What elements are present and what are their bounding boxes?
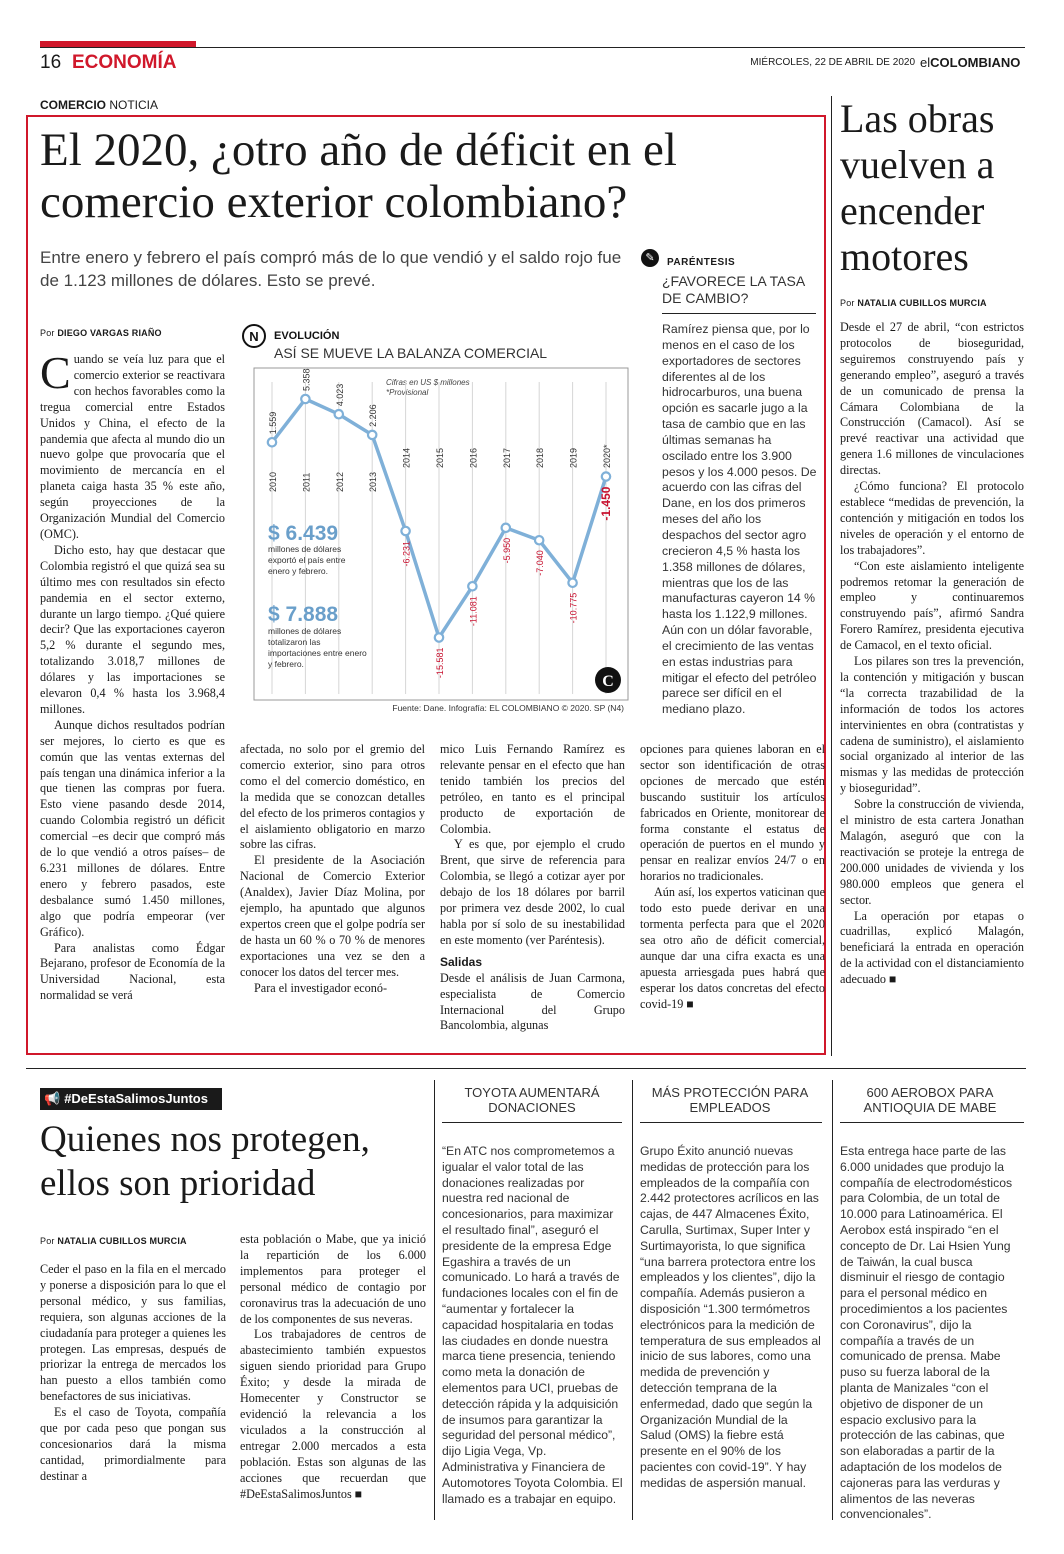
data-value-label: -1.450 [599,486,613,521]
chart-label: EVOLUCIÓN [274,330,340,342]
bottom-column-1 [40,1262,226,1522]
stat-imports-value: $ 7.888 [268,603,339,626]
paragraph: Aún así, los expertos vaticinan que todo esto puede derivar en una tormenta perfecta para que el 2020 sea otro año de déficit comercial, aunque dar una cifra exacta es una apuesta arriesgada pues habrá que esperar los datos concretas del efecto covid-19 ■ [640,885,825,1011]
campaign-tag [40,1088,222,1110]
box-mabe-title: 600 AEROBOX PARA ANTIOQUIA DE MABE [863,1085,997,1115]
paragraph: Es el caso de Toyota, compañía que por cada peso que pongan sus concesionarios dará la misma cantidad, primordialmente para destinar a [40,1405,226,1483]
paragraph: uando se veía luz para que el comercio exterior se reactivara con hechos favorables como la tregua comercial entre Estados Unidos y China, el efecto de la pandemia que afecta al mundo dio un nuevo golpe que provocaría que el movimiento de mercancía en el planeta caiga hasta 35 % este año, según proyecciones de la Organización Mundial del Comercio (OMC). [40,352,225,541]
x-tick-label: 2015 [435,447,445,468]
data-value-label: -6.231 [401,541,412,567]
drop-cap: C [40,352,71,398]
box-toyota-body: “En ATC nos comprometemos a igualar el valor total de las donaciones realizadas por nuestra red nacional de concesionarios, para maximizar el resultado final”, aseguró el presidente de la empresa Edge Egashira a través de un comunicado. Lo hará a través de fundaciones locales con el fin de “aumentar y fortalecer la capacidad hospitalaria en todas las ciudades en donde nuestra marca tiene presencia, teniendo como meta la donación de elementos para UCI, pruebas de detección rápida y la adquisición de insumos para garantizar la seguridad del personal médico”, dijo Ligia Vega, Vp. Administrativa y Financiera de Automotores Toyota Colombia. El llamado es a trabajar en equipo. [442,1144,623,1506]
sidebar-divider [831,96,832,1056]
paragraph: afectada, no solo por el gremio del comercio exterior, sino para otros como el del comercio doméstico, en la medida que se conozcan detalles del efecto de los primeros contagios y el aislamiento obligatorio en marzo sobre las cifras. [240,742,425,852]
data-point [335,410,343,418]
paragraph: Ceder el paso en la fila en el mercado y ponerse a disposición para lo que el personal médico, y sus familias, requiera, son algunas acciones de la ciudadanía para proteger a quienes les protegen. Las empresas, después de priorizar la entrega de mercados los han puesto a ellos también como benefactores de sus iniciativas. [40,1262,226,1404]
paragraph: Para el investigador econó- [254,980,387,995]
stat-exports-value: $ 6.439 [268,522,339,545]
box-divider [632,1080,633,1520]
paragraph: Para analistas como Édgar Bejarano, profesor de Economía de la Universidad Nacional, esta normalidad se verá [40,940,225,1003]
x-tick-label: 2020* [602,444,612,468]
section-divider [26,1068,1026,1069]
article-byline [40,328,162,338]
issue-date: MIÉRCOLES, 22 DE ABRIL DE 2020 [750,57,915,68]
sidebar-body [840,320,1024,1042]
newspaper-brand [920,55,1020,70]
byline-author: NATALIA CUBILLOS MURCIA [857,298,987,308]
data-value-label: -11.081 [468,596,479,627]
data-point [401,527,409,535]
megaphone-icon: 📢 [44,1091,61,1106]
bottom-column-2 [240,1232,426,1522]
box-toyota-title: TOYOTA AUMENTARÁ DONACIONES [464,1085,600,1115]
box-rule [442,1122,622,1123]
x-tick-label: 2018 [535,447,546,468]
byline-author: DIEGO VARGAS RIAÑO [57,328,162,338]
parentesis-body: Ramírez piensa que, por lo menos en el caso de los exportadores de sectores diferentes al de los hidrocarburos, una buena opción es sacarle jugo a la tasa de cambio que en las últimas semanas ha oscilado entre los 3.900 pesos y los 4.000 pesos. De acuerdo con las cifras del Dane, en los dos primeros meses del año los despachos del sector agro crecieron 4,5 % hasta los 1.358 millones de dólares, mientras que los de las manufacturas cayeron 14 % hasta los 1.122,9 millones. Aún con un dólar favorable, el crecimiento de las ventas en estas industrias para mitigar el efecto del petróleo parece ser difícil en el mediano plazo. [662,322,817,717]
data-point [468,582,476,590]
parentesis-title: ¿FAVORECE LA TASA DE CAMBIO? [662,273,805,306]
sidebar-headline: Las obras vuelven a encender motores [840,96,995,279]
article-headline: El 2020, ¿otro año de déficit en el comercio exterior colombiano? [40,124,677,228]
data-value-label: -15.581 [435,647,445,679]
article-column-4 [640,742,825,1042]
paragraph: opciones para quienes laboran en el sector son identificación de otras opciones de mercado que estén buscando sustituir los artículos fabricados en Oriente, monitorear de forma constante el estatus de operación de puertos en el mundo y pensar en realizar envíos 24/7 o en horarios no tradicionales. [640,742,825,884]
stat-exports-text: millones de dólares exportó el país entre enero y febrero. [268,544,346,576]
byline-prefix: Por [40,1236,58,1246]
kicker-bold: COMERCIO [40,98,106,112]
data-point [502,524,510,532]
box-rule [840,1122,1024,1123]
trade-balance-chart [240,322,640,722]
section-title: ECONOMÍA [72,52,177,73]
x-tick-label: 2016 [468,447,479,468]
chart-badge: N [249,329,259,344]
box-exito-body: Grupo Éxito anunció nuevas medidas de protección para los empleados de la compañía con 2.442 protectores acrílicos en las cajas, de 447 Almacenes Éxito, Carulla, Surtimax, Super Inter y Surtimayorista, lo que significa “una barrera protectora entre los empleados y los clientes”, dijo la compañía. Además pusieron a disposición “1.300 termómetros electrónicos para la medición de temperatura de sus empleados al inicio de sus labores, como una medida de prevención y detección temprana de la enfermedad, dado que según la Organización Mundial de la Salud (OMS) la fiebre está presente en el 90% de los pacientes con covid-19”. Y hay medidas de aspersión manual. [640,1144,821,1490]
x-tick-label: 2014 [401,447,412,468]
article-column-1 [40,352,225,1042]
subhead: Salidas [440,954,483,969]
data-value-label: -5.950 [501,537,512,564]
paragraph: La operación por etapas o cuadrillas, explicó Malagón, beneficiará la entrada en operación de la actividad con el distanciamiento adecuado ■ [840,908,1024,987]
data-value-label: 1.559 [268,411,278,435]
chart-x-labels [268,444,612,492]
newspaper-logo: C [602,673,614,690]
byline-prefix: Por [40,328,58,338]
article-deck: Entre enero y febrero el país compró más de lo que vendió y el saldo rojo fue de 1.123 millones de dólares. Esto se prevé. [40,248,622,290]
data-point [602,472,610,480]
brand-prefix: el [920,55,931,70]
x-tick-label: 2013 [368,471,379,492]
x-tick-label: 2019 [568,447,579,468]
box-mabe-body: Esta entrega hace parte de las 6.000 unidades que produjo la compañía de electrodomésticos para Colombia, de un total de 10.000 para Latinoamérica. El Aerobox está inspirado “en el concepto de Dr. Lai Hsien Yung de Taiwán, la cual busca disminuir el riesgo de contagio para el personal médico en procedimientos a los pacientes con Coronavirus”, dijo la compañía a través de un comunicado de prensa. Mabe puso su fuerza laboral de la planta de Manizales “con el objetivo de disponer de un espacio exclusivo para la protección de las cabinas, que son elaboradas a partir de la adaptación de los modelos de cajoneras para las verduras y alimentos de las neveras convencionales”. [840,1144,1013,1522]
paragraph: Los pilares son tres la prevención, la contención y mitigación y buscan “la correcta trazabilidad de la información de todos los actores intervinientes en obra (contratistas y cadena de suministro), el aislamiento social organizado al interior de las mismas y las medidas de protección y bioseguridad”. [840,654,1024,796]
paragraph: “Con este aislamiento inteligente podremos retomar la generación de empleo y continuaremos construyendo país”, afirmó Sandra Forero Ramírez, presidenta ejecutiva de Camacol, en el texto oficial. [840,558,1024,653]
parentesis-rule [662,313,816,314]
data-value-label: -10.775 [568,592,579,624]
paragraph: Sobre la construcción de vivienda, el ministro de esta cartera Jonathan Malagón, aseguró que con la reactivación se proteje la entrega de 200.000 unidades de vivienda y los 980.000 empleos que genera el sector. [840,797,1024,907]
paragraph: El presidente de la Asociación Nacional de Comercio Exterior (Analdex), Javier Díaz Molina, por ejemplo, ha apuntado que algunos expertos creen que el golpe podría ser de hasta un 60 % o 70 % de menores exportaciones una vez se den a conocer los datos del tercer mes. [240,853,425,979]
sidebar-byline [840,298,987,308]
x-tick-label: 2011 [301,472,312,492]
data-point [568,579,576,587]
parentesis-label: PARÉNTESIS [667,257,736,268]
stat-imports-text: millones de dólares totalizaron las importaciones entre enero y febrero. [268,626,367,669]
x-tick-label: 2010 [268,471,278,492]
box-rule [640,1122,822,1123]
paragraph: Dicho esto, hay que destacar que Colombia registró el que quizá sea su último mes con resultados sin efecto pandemia en el sector externo, durante un largo tiempo. ¿Qué quiere decir? Que las exportaciones cayeron 5,2 % durante el segundo mes, totalizando 3.018,7 millones de dólares y las importaciones se elevaron 0,4 % hasta los 3.968,4 millones. [40,542,225,716]
paragraph: Los trabajadores de centros de abastecimiento también expuestos siguen siendo prioridad para Grupo Éxito; y desde la mirada de Homecenter y Constructor se evidenció la relevancia a los viculados a la construcción al entregar 2.000 mercados a esta población. Estas son algunas de las acciones que recuerdan que #DeEstaSalimosJuntos ■ [240,1327,426,1501]
x-tick-label: 2012 [334,471,345,492]
chart-title: ASÍ SE MUEVE LA BALANZA COMERCIAL [274,345,548,361]
data-point [435,633,443,641]
kicker-rest: NOTICIA [106,98,159,112]
paragraph: Desde el análisis de Juan Carmona, especialista de Comercio Internacional del Grupo Bancolombia, algunas [440,970,625,1033]
pin-icon: ✎ [641,249,659,267]
box-divider [434,1080,435,1520]
bottom-headline: Quienes nos protegen, ellos son prioridad [40,1119,370,1204]
box-exito-title: MÁS PROTECCIÓN PARA EMPLEADOS [651,1085,809,1115]
bottom-byline [40,1236,187,1246]
byline-author: NATALIA CUBILLOS MURCIA [57,1236,187,1246]
x-tick-label: 2017 [501,447,512,468]
data-point [535,536,543,544]
data-value-label: 5.358 [301,368,312,392]
campaign-tag-text: #DeEstaSalimosJuntos [64,1091,208,1106]
article-column-2 [240,742,425,1042]
box-divider [832,1080,833,1520]
data-point [368,431,376,439]
paragraph: Y es que, por ejemplo el crudo Brent, que sirve de referencia para Colombia, se llegó a cotizar ayer por debajo de los 18 dólares por barril por primera vez desde 2002, lo cual habla por sí solo de su inestabilidad en este momento (ver Paréntesis). [440,837,625,947]
data-value-label: 4.023 [334,383,345,407]
paragraph: mico Luis Fernando Ramírez es relevante pensar en el efecto que han tenido también los precios del petróleo, en tanto es el principal producto de exportación de Colombia. [440,742,625,836]
paragraph: Desde el 27 de abril, “con estrictos protocolos de bioseguridad, seguiremos construyendo país y generando empleo”, aseguró a través de un comunicado de prensa la Cámara Colombiana de la Construcción (Camacol). Así se prevé reactivar una actividad que genera 1.6 millones de vinculaciones directas. [840,320,1024,478]
chart-note-2: *Provisional [386,388,429,397]
paragraph: ¿Cómo funciona? El protocolo establece “medidas de prevención, la contención y mitigación en todos los niveles de operación y el entorno de los trabajadores”. [840,479,1024,557]
header-rule [40,47,1025,48]
data-value-label: -7.040 [535,550,546,576]
article-column-3 [440,742,625,1042]
brand-name: COLOMBIANO [930,55,1021,70]
article-kicker [40,98,158,112]
data-point [268,438,276,446]
byline-prefix: Por [840,298,858,308]
data-point [301,395,309,403]
paragraph: esta población o Mabe, que ya inició la repartición de los 6.000 implementos para proteger el personal médico de contagio por coronavirus tras la adecuación de uno de los componentes de sus neveras. [240,1232,426,1326]
paragraph: Aunque dichos resultados podrían ser mejores, lo cierto es que es común que las ventas externas del país tengan una dinámica inferior a la que tienen las compras por fuera. Esto viene pasando desde 2014, cuando Colombia registró un déficit comercial –es decir que compró más de lo que vendió a otros países– de 6.231 millones de dólares. Entre enero y febrero pasados, este desbalance sumó 1.450 millones, algo que podría empeorar (ver Gráfico). [40,717,225,939]
page-number: 16 [40,52,62,73]
chart-note-1: Cifras en US $ millones [386,378,470,387]
chart-source: Fuente: Dane. Infografía: EL COLOMBIANO © 2020. SP (N4) [392,703,624,713]
data-value-label: 2.206 [368,404,379,427]
